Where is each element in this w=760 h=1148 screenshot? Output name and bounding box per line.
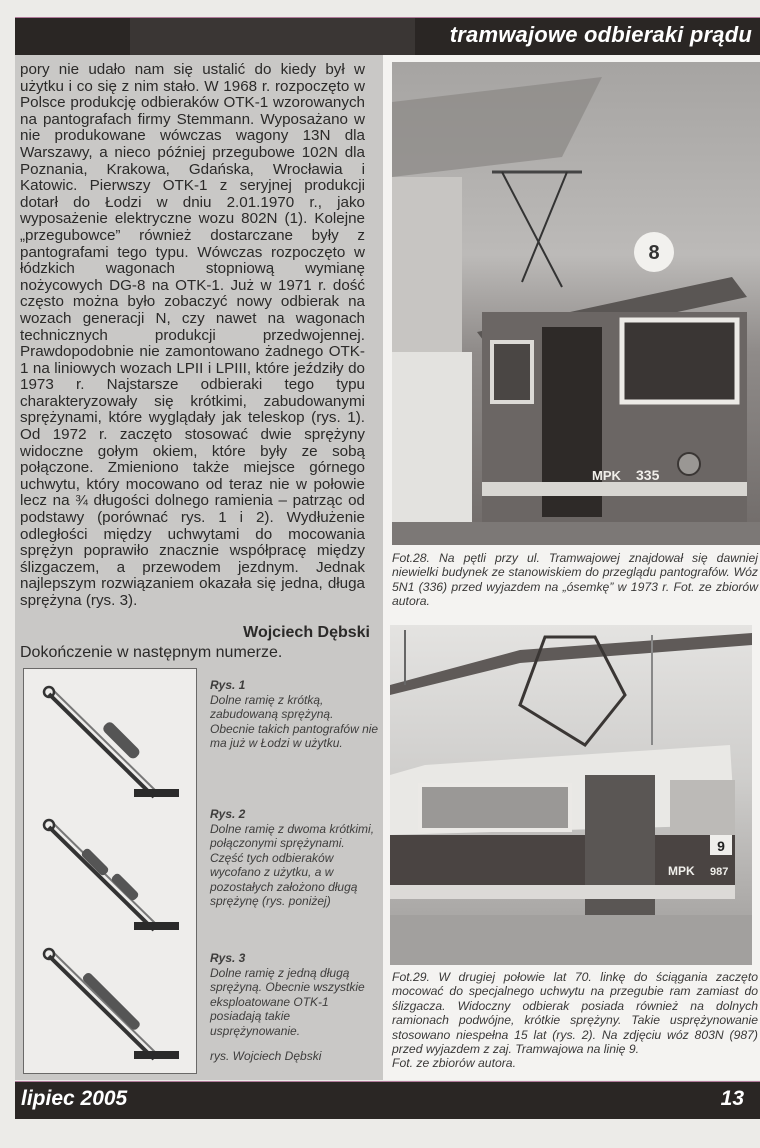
section-title: tramwajowe odbieraki prądu: [449, 22, 752, 47]
route-sign-8: 8: [648, 242, 660, 264]
issue-date: lipiec 2005: [21, 1087, 128, 1110]
figure-caption-title: Rys. 1: [210, 678, 246, 692]
figure-box: [23, 668, 197, 1074]
header-bar: [15, 17, 760, 56]
figure-1-pantograph-arm: [34, 679, 184, 799]
figure-caption-text: Dolne ramię z dwoma krótkimi, połączonymi sprężynami. Część tych odbieraków wycofano z użytku, a w pozostałych założono długą sprężynę (rys. poniżej): [210, 821, 375, 908]
photo-caption-text: Fot.29. W drugiej połowie lat 70. linkę do ściągania zaczęto mocować do specjalnego uchwytu na przegubie ram zamiast do ślizgacza. Widoczny odbierak posiada również na dolnych ramionach podwójne, krótkie sprężyny. Takie usprężynowanie stosowano niespełna 15 lat (rys. 2). Na zdjęciu wóz 803N (987) przed wyjazdem z zaj. Tramwajowa na linię 9.: [392, 970, 758, 1057]
continued-note: Dokończenie w następnym numerze.: [20, 644, 283, 661]
figure-caption: [210, 951, 380, 1038]
fleet-number: 335: [636, 467, 660, 483]
figure-caption-text: Dolne ramię z jedną długą sprężyną. Obecnie wszystkie eksploatowane OTK-1 posiadają takie usprężynowanie.: [210, 965, 365, 1038]
figure-caption-text: Dolne ramię z krótką, zabudowaną sprężyną. Obecnie takich pantografów nie ma już w Łodzi w użytku.: [210, 692, 379, 750]
fleet-label: MPK: [592, 468, 621, 483]
figure-2-pantograph-arm: [34, 812, 184, 932]
figure-caption-title: Rys. 3: [210, 951, 246, 965]
figure-caption: [210, 678, 380, 751]
article-body: [20, 62, 365, 610]
article-paragraph: pory nie udało nam się ustalić do kiedy był w użytku i co się z nim stało. W 1968 r. rozpoczęto w Polsce produkcję odbieraków OTK-1 wzorowanych na pantografach firmy Stemmann. Wyposażano w nie produkowane wówczas wagony 13N dla Warszawy, a nieco później przegubowe 102N dla Poznania, Krakowa, Gdańska, Wrocławia i Katowic. Pierwszy OTK-1 z seryjnej produkcji dotarł do Łodzi w dniu 2.01.1970 r., jako wyposażenie elektryczne wozu 802N (1). Kolejne „przegubowce” również dostarczane były z pantografami tego typu. Wówczas rozpoczęto w łódzkich wagonach stopniową wymianę nożycowych DG-8 na OTK-1. Już w 1971 r. dość często można było zobaczyć nowy odbierak na wozach generacji N, czy nawet na wagonach technicznych produkcji przedwojennej. Prawdopodobnie nie zamontowano żadnego OTK-1 na liniowych wozach LPII i LPIII, które jeździły do 1973 r. Najstarsze odbieraki tego typu charakteryzowały się krótkimi, zabudowanymi sprężynami, które wyglądały jak teleskop (rys. 1). Od 1972 r. zaczęto stosować dwie sprężyny widoczne gołym okiem, które były ze sobą połączone. Zmieniono także miejsce górnego uchwytu, który mocowano od teraz nie w połowie lecz na ¾ długości dolnego ramienia – patrząc od podstawy (porównać rys. 1 i 2). Wydłużenie odległości między uchwytami do mocowania sprężyn poprawiło znacznie współpracę między ślizgaczem, a przewodem jezdnym. Jednak najlepszym rozwiązaniem okazała się jedna, długa sprężyna (rys. 3).: [20, 61, 365, 609]
fleet-number: 987: [710, 866, 729, 878]
route-sign-9: 9: [717, 838, 725, 854]
photo-tram-987: [390, 625, 752, 965]
page-number: 13: [720, 1087, 744, 1110]
photo-caption-28: Fot.28. Na pętli przy ul. Tramwajowej znajdował się dawniej niewielki budynek ze stanowiskiem do przeglądu pantografów. Wóz 5N1 (336) przed wyjazdem na „ósemkę” w 1973 r. Fot. ze zbiorów autora.: [392, 551, 758, 609]
fleet-label: MPK: [668, 864, 695, 878]
footer-bar: [15, 1081, 760, 1119]
figure-caption-title: Rys. 2: [210, 807, 246, 821]
photo-caption-29: [392, 970, 758, 1071]
tram-photo-illustration: [392, 62, 760, 545]
figure-caption: [210, 807, 380, 909]
photo-tram-335: [392, 62, 760, 545]
article-author: Wojciech Dębski: [243, 624, 370, 641]
tram-photo-illustration: [390, 625, 752, 965]
figure-3-pantograph-arm: [34, 941, 184, 1061]
photo-credit: Fot. ze zbiorów autora.: [392, 1056, 516, 1071]
figures-credit: rys. Wojciech Dębski: [210, 1049, 322, 1063]
